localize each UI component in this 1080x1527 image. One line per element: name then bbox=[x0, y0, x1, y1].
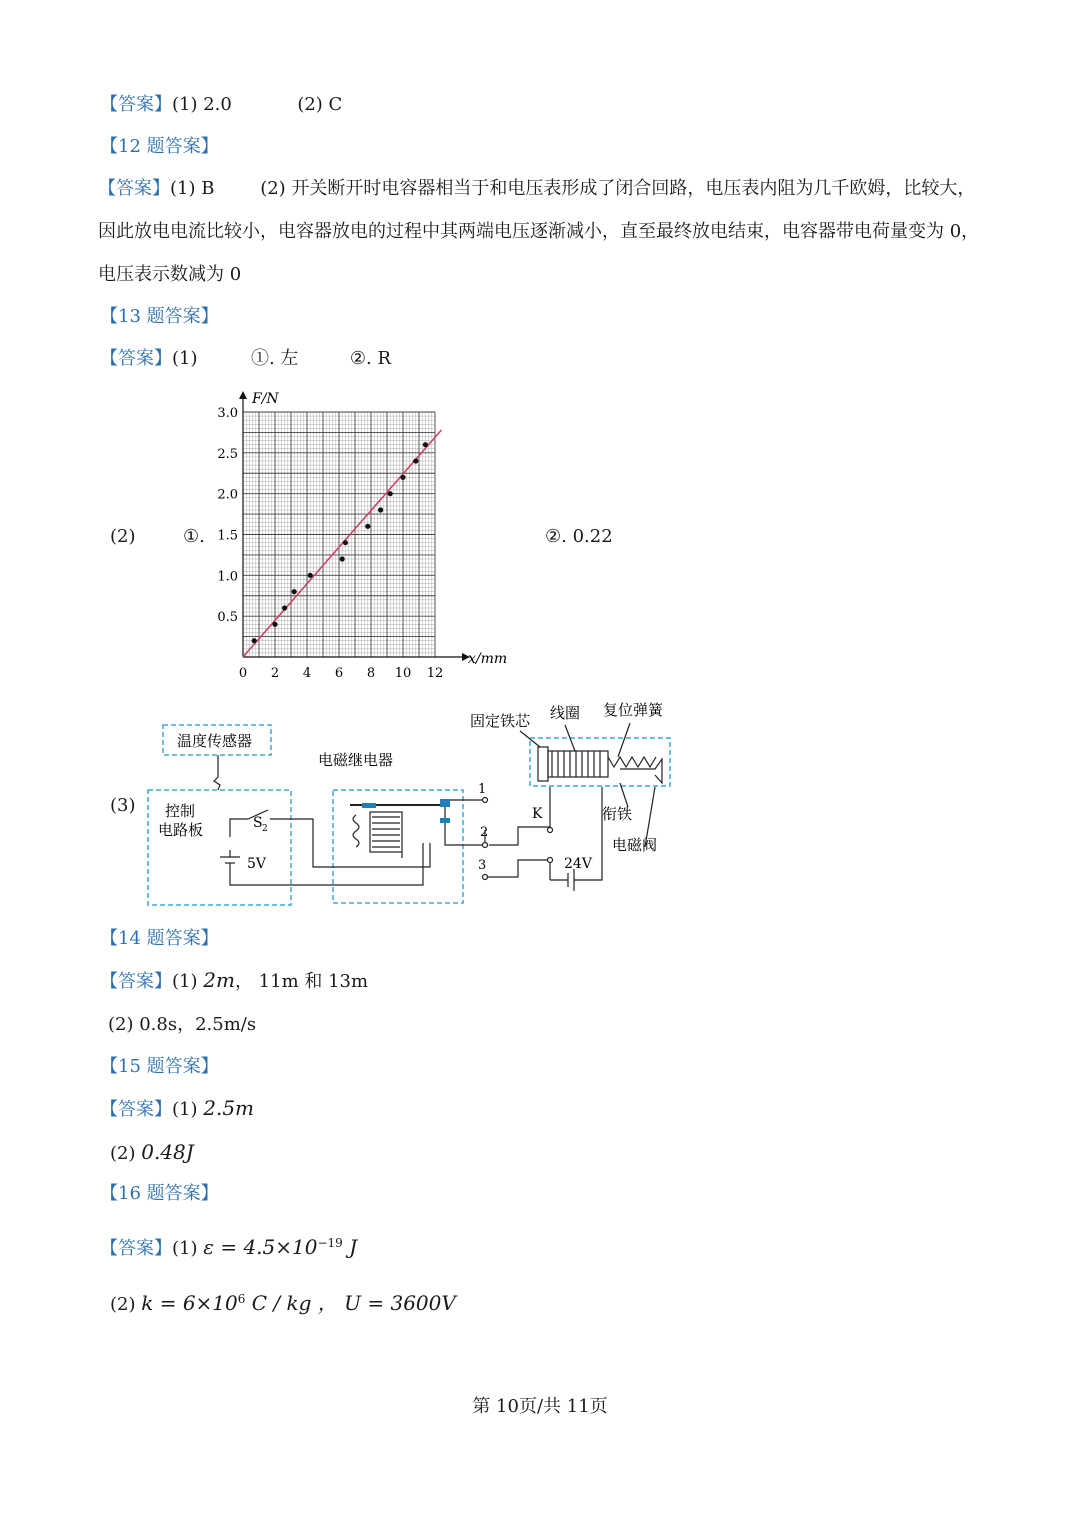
data-point bbox=[400, 475, 405, 480]
terminal-2-label: 2 bbox=[480, 825, 489, 840]
answer-tag: 【答案】 bbox=[100, 94, 172, 115]
data-point bbox=[378, 507, 383, 512]
x-tick-label: 4 bbox=[302, 666, 312, 681]
switch-label: S bbox=[253, 815, 263, 831]
terminal-1-label: 1 bbox=[478, 782, 487, 797]
q13-answer-line1 bbox=[100, 347, 391, 371]
q16-a2-label: (2) bbox=[110, 1294, 136, 1315]
q16-a1-exponent: −19 bbox=[317, 1236, 343, 1250]
x-tick-label: 2 bbox=[270, 666, 280, 681]
q15-a2-label: (2) bbox=[110, 1143, 136, 1164]
q15-answer-line1 bbox=[100, 1096, 254, 1122]
relay-label: 电磁继电器 bbox=[318, 751, 394, 769]
q15-header: 【15 题答案】 bbox=[100, 1056, 219, 1077]
q16-a2-math: k = 6×10 bbox=[141, 1291, 238, 1315]
data-point bbox=[413, 458, 418, 463]
q12-part1: (1) B bbox=[170, 178, 215, 199]
q11-part1: (1) 2.0 bbox=[172, 94, 232, 115]
y-tick-label: 1.5 bbox=[217, 528, 238, 544]
data-point bbox=[365, 524, 370, 529]
y-tick-label: 2.5 bbox=[217, 446, 238, 462]
q16-answer-line2 bbox=[110, 1287, 456, 1317]
core-label: 固定铁芯 bbox=[470, 712, 531, 730]
q13-a1-label: (1) bbox=[172, 348, 198, 369]
q13-a2-blank2: ②. 0.22 bbox=[545, 526, 613, 547]
q14-header: 【14 题答案】 bbox=[100, 928, 219, 949]
data-point bbox=[252, 638, 257, 643]
answer-tag: 【答案】 bbox=[100, 1099, 172, 1120]
data-point bbox=[292, 589, 297, 594]
relay-circuit-diagram bbox=[140, 695, 680, 910]
q12-answer-paragraph bbox=[98, 167, 988, 296]
y-tick-label: 3.0 bbox=[217, 406, 238, 421]
q13-a2-blank1: ①. bbox=[183, 526, 205, 547]
x-tick-label: 8 bbox=[366, 666, 376, 681]
q14-answer-line2: (2) 0.8s，2.5m/s bbox=[108, 1014, 257, 1035]
x-tick-label: 0 bbox=[238, 666, 248, 681]
answer-tag: 【答案】 bbox=[100, 971, 172, 992]
data-point bbox=[272, 622, 277, 627]
q13-a3-label: (3) bbox=[110, 795, 136, 816]
board-label-1: 控制 bbox=[165, 802, 196, 820]
q15-a2-value: 0.48J bbox=[141, 1140, 194, 1164]
board-label-2: 电路板 bbox=[158, 821, 204, 839]
q13-a1-blank1: ①. 左 bbox=[250, 348, 299, 369]
data-point bbox=[282, 605, 287, 610]
answer-tag: 【答案】 bbox=[100, 348, 172, 369]
switch-subscript: 2 bbox=[262, 824, 268, 834]
data-point bbox=[343, 540, 348, 545]
q12-part2: (2) 开关断开时电容器相当于和电压表形成了闭合回路，电压表内阻为几千欧姆，比较大，因此放电电流比较小，电容器放电的过程中其两端电压逐渐减小，直至最终放电结束，电容器带电荷量变为 0，电压表示数减为 0 bbox=[98, 178, 980, 285]
spring-label: 复位弹簧 bbox=[603, 701, 664, 719]
q16-a1-unit: J bbox=[342, 1235, 358, 1259]
q13-a1-blank2: ②. R bbox=[349, 348, 392, 369]
y-tick-label: 1.0 bbox=[217, 569, 238, 585]
q12-header: 【12 题答案】 bbox=[100, 136, 219, 157]
q13-header: 【13 题答案】 bbox=[100, 306, 219, 327]
graph-y-label: F/N bbox=[252, 391, 279, 407]
battery-24v-label: 24V bbox=[564, 856, 592, 872]
valve-label: 电磁阀 bbox=[612, 836, 658, 854]
data-point bbox=[423, 442, 428, 447]
q15-a1-label: (1) bbox=[172, 1099, 198, 1120]
sensor-label: 温度传感器 bbox=[177, 732, 253, 750]
q14-answer-line1 bbox=[100, 968, 368, 994]
q13-a2-label: (2) bbox=[110, 526, 136, 547]
force-displacement-graph bbox=[200, 385, 520, 685]
graph-x-label: x/mm bbox=[468, 651, 508, 667]
q14-a1-rest: ， 11m 和 13m bbox=[234, 971, 369, 992]
page-footer: 第 10页/共 11页 bbox=[472, 1396, 608, 1417]
q16-a1-math: ε = 4.5×10 bbox=[203, 1235, 318, 1259]
answer-tag: 【答案】 bbox=[100, 1238, 172, 1259]
q16-a2-exponent: 6 bbox=[237, 1292, 246, 1306]
data-point bbox=[308, 573, 313, 578]
q11-answer-line bbox=[100, 93, 342, 117]
data-point bbox=[340, 556, 345, 561]
q14-a1-label: (1) bbox=[172, 971, 198, 992]
x-tick-label: 6 bbox=[334, 666, 344, 681]
data-point bbox=[388, 491, 393, 496]
answer-tag: 【答案】 bbox=[98, 178, 170, 199]
k-label: K bbox=[532, 806, 543, 822]
y-tick-label: 2.0 bbox=[217, 487, 238, 503]
coil-label: 线圈 bbox=[550, 704, 581, 722]
q16-a2-unit: C / kg ， U = 3600V bbox=[245, 1291, 456, 1315]
x-tick-label: 10 bbox=[394, 666, 412, 681]
battery-5v-label: 5V bbox=[247, 856, 267, 872]
q11-part2: (2) C bbox=[297, 94, 343, 115]
q16-answer-line1 bbox=[100, 1231, 357, 1261]
q16-a1-label: (1) bbox=[172, 1238, 198, 1259]
q15-a1-value: 2.5m bbox=[203, 1096, 255, 1120]
armature-label: 衔铁 bbox=[602, 805, 633, 823]
q16-header: 【16 题答案】 bbox=[100, 1183, 219, 1204]
q15-answer-line2 bbox=[110, 1140, 194, 1166]
y-axis-arrow bbox=[239, 391, 247, 399]
terminal-3-label: 3 bbox=[478, 858, 487, 873]
y-tick-label: 0.5 bbox=[217, 610, 238, 626]
q14-a1-math: 2m bbox=[203, 968, 235, 992]
x-tick-label: 12 bbox=[426, 666, 444, 681]
